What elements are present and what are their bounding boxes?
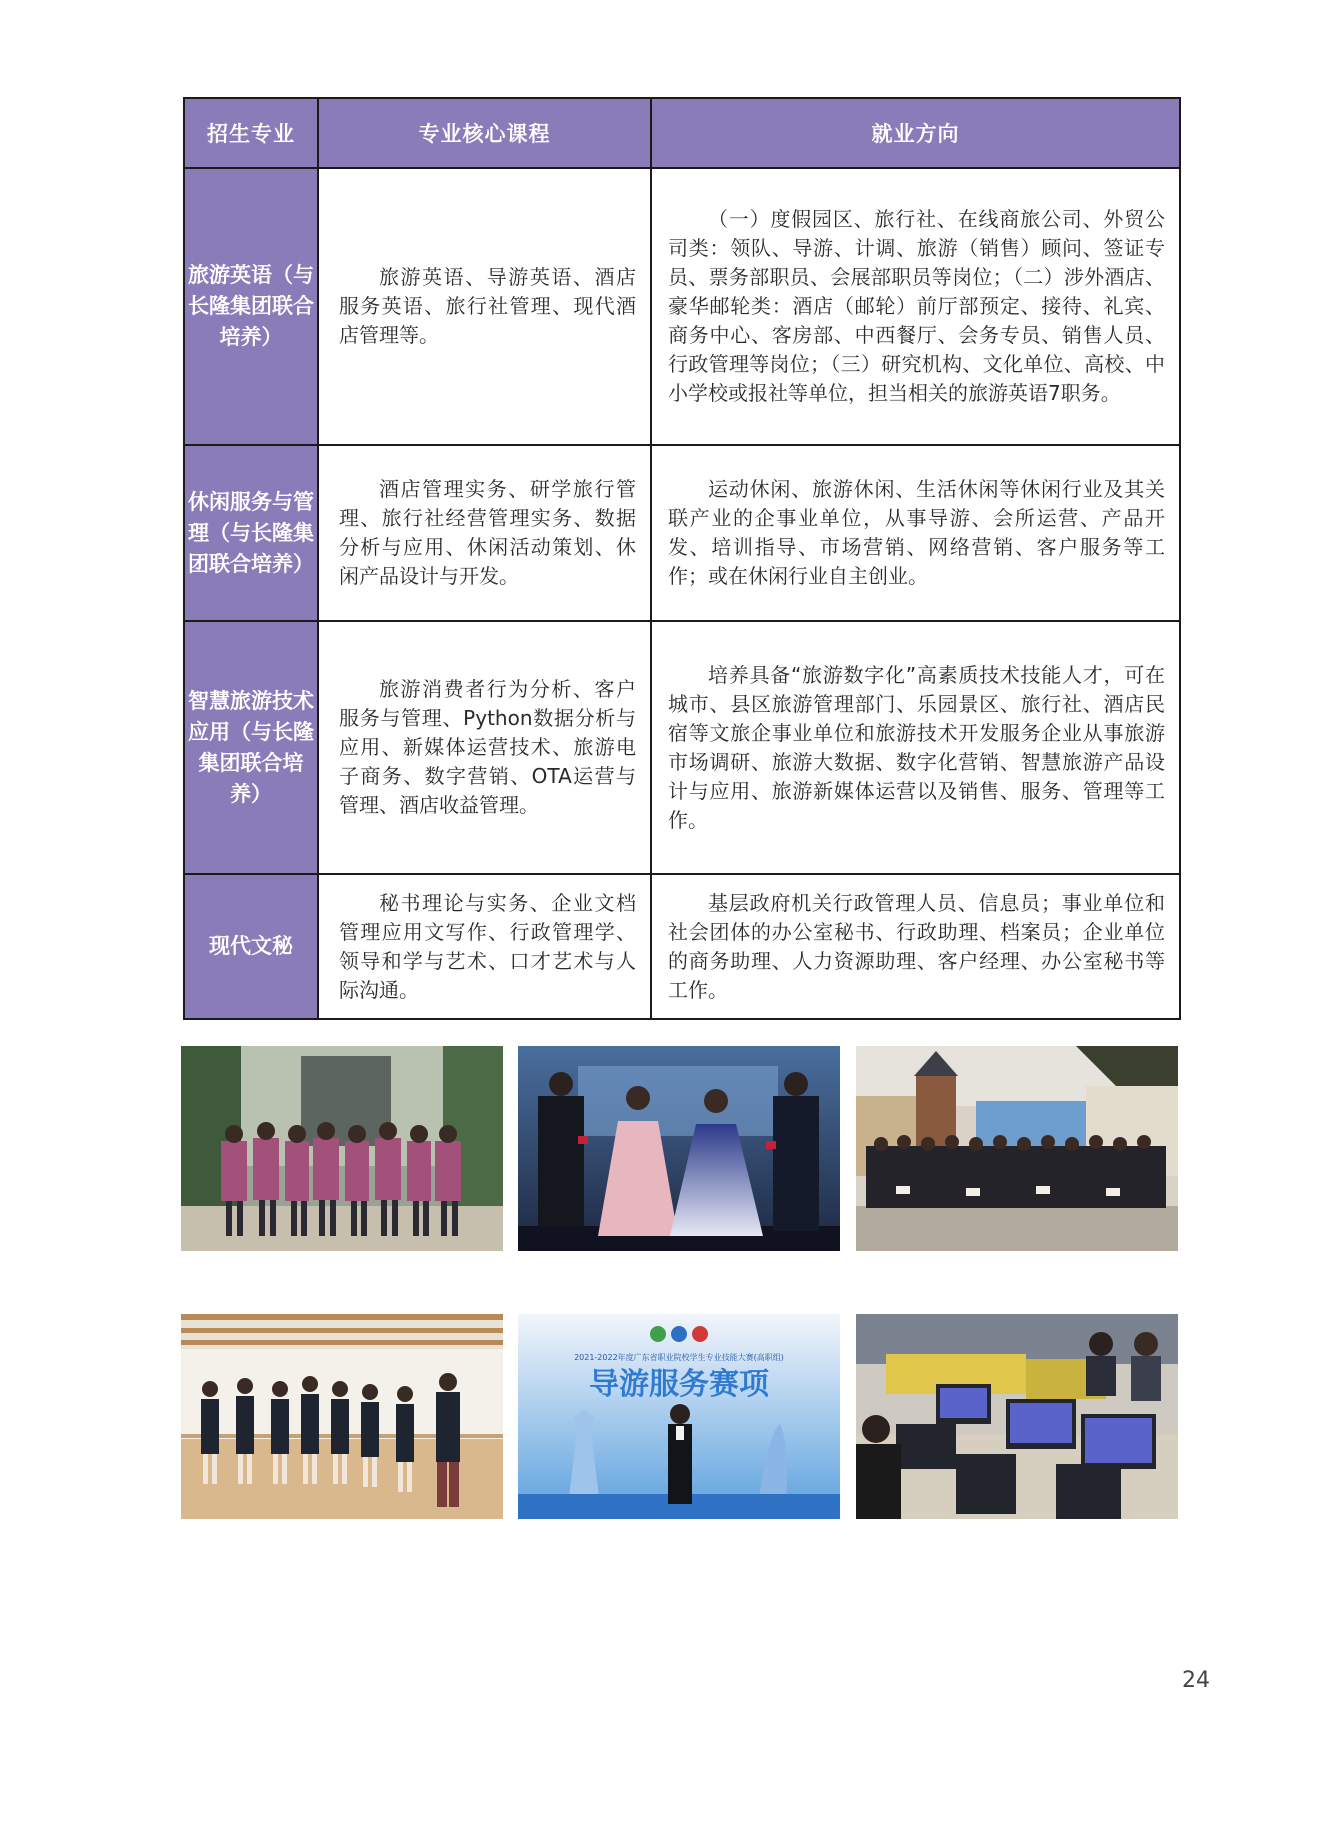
photo-castle-group xyxy=(856,1046,1178,1251)
header-courses: 专业核心课程 xyxy=(318,98,651,168)
banner-title: 导游服务赛项 xyxy=(589,1367,769,1402)
core-courses: 秘书理论与实务、企业文档管理应用文写作、行政管理学、领导和学与艺术、口才艺术与人际沟通。 xyxy=(318,874,651,1019)
major-name: 休闲服务与管理（与长隆集团联合培养） xyxy=(184,445,318,621)
career-directions: 运动休闲、旅游休闲、生活休闲等休闲行业及其关联产业的企事业单位，从事导游、会所运营、产品开发、培训指导、市场营销、网络营销、客户服务等工作；或在休闲行业自主创业。 xyxy=(651,445,1180,621)
core-courses: 酒店管理实务、研学旅行管理、旅行社经营管理实务、数据分析与应用、休闲活动策划、休闲产品设计与开发。 xyxy=(318,445,651,621)
table-row xyxy=(184,445,1180,621)
table-header-row xyxy=(184,98,1180,168)
photo-dance-practice xyxy=(181,1314,503,1519)
banner-subtitle: 2021-2022年度广东省职业院校学生专业技能大赛(高职组) xyxy=(574,1353,784,1362)
photo-tour-guide-contest xyxy=(518,1314,840,1519)
photo-computer-lab xyxy=(856,1314,1178,1519)
header-careers: 就业方向 xyxy=(651,98,1180,168)
table-row xyxy=(184,874,1180,1019)
table-row xyxy=(184,621,1180,874)
photo-floral-dress-group xyxy=(181,1046,503,1251)
major-name: 旅游英语（与长隆集团联合培养） xyxy=(184,168,318,445)
career-directions: 培养具备“旅游数字化”高素质技术技能人才，可在城市、县区旅游管理部门、乐园景区、旅行社、酒店民宿等文旅企事业单位和旅游技术开发服务企业从事旅游市场调研、旅游大数据、数字化营销、智慧旅游产品设计与应用、旅游新媒体运营以及销售、服务、管理等工作。 xyxy=(651,621,1180,874)
core-courses: 旅游英语、导游英语、酒店服务英语、旅行社管理、现代酒店管理等。 xyxy=(318,168,651,445)
table-row xyxy=(184,168,1180,445)
core-courses: 旅游消费者行为分析、客户服务与管理、Python数据分析与应用、新媒体运营技术、旅游电子商务、数字营销、OTA运营与管理、酒店收益管理。 xyxy=(318,621,651,874)
career-directions: 基层政府机关行政管理人员、信息员；事业单位和社会团体的办公室秘书、行政助理、档案员；企业单位的商务助理、人力资源助理、客户经理、办公室秘书等工作。 xyxy=(651,874,1180,1019)
major-name: 智慧旅游技术应用（与长隆集团联合培养） xyxy=(184,621,318,874)
career-directions: （一）度假园区、旅行社、在线商旅公司、外贸公司类：领队、导游、计调、旅游（销售）顾问、签证专员、票务部职员、会展部职员等岗位；（二）涉外酒店、豪华邮轮类：酒店（邮轮）前厅部预定、接待、礼宾、商务中心、客房部、中西餐厅、会务专员、销售人员、行政管理等岗位；（三）研究机构、文化单位、高校、中小学校或报社等单位，担当相关的旅游英语7职务。 xyxy=(651,168,1180,445)
majors-table xyxy=(183,97,1181,1020)
page-number: 24 xyxy=(1182,1668,1210,1693)
major-name: 现代文秘 xyxy=(184,874,318,1019)
header-major: 招生专业 xyxy=(184,98,318,168)
photo-stage-hosts xyxy=(518,1046,840,1251)
